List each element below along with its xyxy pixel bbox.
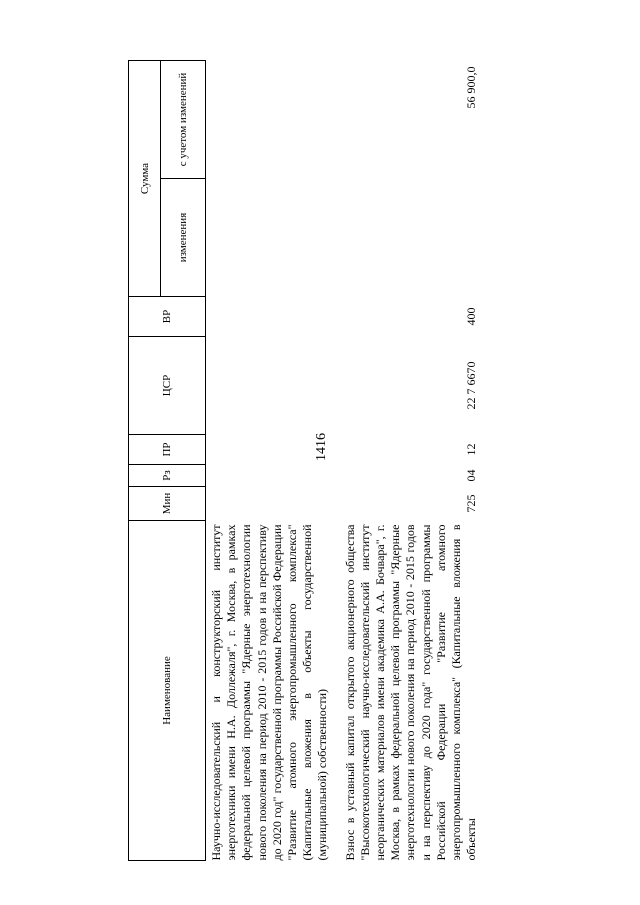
row-with-changes bbox=[206, 61, 339, 179]
row-min bbox=[206, 487, 339, 521]
header-with-changes: с учетом изменений bbox=[161, 61, 206, 179]
header-sum: Сумма bbox=[129, 61, 161, 297]
budget-table bbox=[128, 60, 479, 861]
row-changes bbox=[339, 179, 480, 297]
row-changes bbox=[206, 179, 339, 297]
header-rz: Рз bbox=[129, 465, 206, 487]
row-name: Взнос в уставный капитал открытого акционерного общества "Высокотехнологический научно-исследовательский институт неорганических материалов имени академика А.А. Бочвара", г. Москва, в рамках федеральной целевой программы "Ядерные энерготехнологии нового поколения на период 2010 - 2015 годов и на перспективу до 2020 года" государственной программы Российской Федерации "Развитие атомного энергопромышленного комплекса" (Капитальные вложения в объекты bbox=[342, 524, 479, 861]
table-row bbox=[206, 61, 339, 861]
row-vr: 400 bbox=[464, 307, 479, 326]
header-changes: изменения bbox=[161, 179, 206, 297]
rotated-table-container bbox=[128, 61, 608, 861]
row-with-changes: 56 900,0 bbox=[464, 66, 479, 109]
header-pr: ПР bbox=[129, 435, 206, 465]
row-min: 725 bbox=[464, 494, 479, 513]
row-rz bbox=[206, 465, 339, 487]
row-csr bbox=[206, 337, 339, 435]
header-min: Мин bbox=[129, 487, 206, 521]
row-rz: 04 bbox=[464, 469, 479, 482]
row-csr: 22 7 6670 bbox=[464, 361, 479, 410]
row-vr bbox=[206, 297, 339, 337]
header-csr: ЦСР bbox=[129, 337, 206, 435]
header-vr: ВР bbox=[129, 297, 206, 337]
row-pr: 12 bbox=[464, 443, 479, 456]
row-pr bbox=[206, 435, 339, 465]
page-number: 1416 bbox=[314, 433, 329, 461]
header-name: Наименование bbox=[129, 521, 206, 861]
row-name: Научно-исследовательский и конструкторский институт энерготехники имени Н.А. Доллежаля", г. Москва, в рамках федеральной целевой программы "Ядерные энерготехнологии нового поколения на период 2010 - 2015 годов и на перспективу до 2020 год" государственной программы Российской Федерации "Развитие атомного энергопромышленного комплекса" (Капитальные вложения в объекты государственной (муниципальной) собственности) bbox=[209, 524, 330, 861]
table-row bbox=[339, 61, 480, 861]
